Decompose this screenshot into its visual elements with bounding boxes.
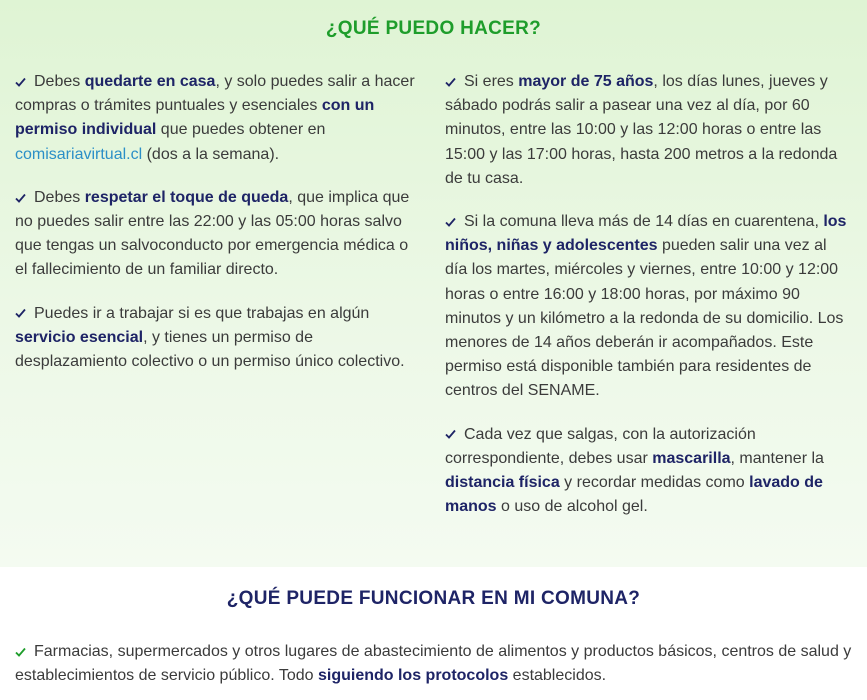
- rules-columns: [15, 70, 852, 538]
- check-icon: [445, 217, 456, 227]
- rule-curfew: Debes respetar el toque de queda, que implica que no puedes salir entre las 22:00 y las 05:00 horas salvo que tengas un salvoconducto por emergencia médica o el fallecimiento de un familiar directo.: [15, 188, 410, 279]
- rule-essential-work: Puedes ir a trabajar si es que trabajas en algún servicio esencial, y tienes un permiso de desplazamiento colectivo o un permiso único colectivo.: [15, 304, 405, 371]
- emphasis: servicio esencial: [15, 328, 144, 346]
- section-title-what-can-i-do: ¿QUÉ PUEDO HACER?: [325, 18, 542, 39]
- right-column: [445, 70, 847, 538]
- left-column: [15, 70, 415, 538]
- check-icon: [15, 193, 26, 203]
- rule-over-75: Si eres mayor de 75 años, los días lunes, jueves y sábado podrás salir a pasear una vez al día, por 60 minutos, entre las 10:00 y las 12:00 horas o entre las 15:00 y las 17:00 horas, hasta 200 metros a la redonda de tu casa.: [445, 73, 838, 187]
- section-title-what-can-operate: ¿QUÉ PUEDE FUNCIONAR EN MI COMUNA?: [226, 588, 641, 609]
- check-icon: [445, 77, 456, 87]
- check-icon: [15, 308, 26, 318]
- emphasis: lavado de manos: [445, 474, 823, 516]
- operating-services-item: Farmacias, supermercados y otros lugares de abastecimiento de alimentos y productos básicos, centros de salud y establecimientos de servicio público. Todo siguiendo los protocolos establecidos.: [15, 643, 852, 685]
- emphasis: mayor de 75 años: [518, 73, 654, 90]
- comisaria-virtual-link[interactable]: comisariavirtual.cl: [15, 145, 143, 163]
- what-can-operate-section: [0, 567, 867, 700]
- emphasis: con un permiso individual: [15, 97, 375, 139]
- emphasis: distancia física: [445, 474, 560, 492]
- rule-stay-home: Debes quedarte en casa, y solo puedes salir a hacer compras o trámites puntuales y esenciales con un permiso individual que puedes obtener en comisariavirtual.cl (dos a la semana).: [15, 73, 415, 163]
- emphasis: quedarte en casa: [84, 73, 216, 90]
- check-icon: [15, 77, 26, 87]
- emphasis: respetar el toque de queda: [84, 188, 289, 206]
- rule-children: Si la comuna lleva más de 14 días en cuarentena, los niños, niñas y adolescentes pueden salir una vez al día los martes, miércoles y viernes, entre 10:00 y 12:00 horas o entre 16:00 y 18:00 horas, por máximo 90 minutos y un kilómetro a la redonda de su domicilio. Los menores de 14 años deberán ir acompañados. Este permiso está disponible también para residentes de centros del SENAME.: [445, 213, 847, 400]
- check-icon: [15, 647, 26, 657]
- rule-mask-distance: Cada vez que salgas, con la autorización correspondiente, debes usar mascarilla, mantener la distancia física y recordar medidas como lavado de manos o uso de alcohol gel.: [445, 425, 824, 516]
- check-icon: [445, 429, 456, 439]
- emphasis: mascarilla: [652, 449, 731, 467]
- emphasis: los niños, niñas y adolescentes: [445, 213, 847, 255]
- emphasis: siguiendo los protocolos: [317, 667, 509, 685]
